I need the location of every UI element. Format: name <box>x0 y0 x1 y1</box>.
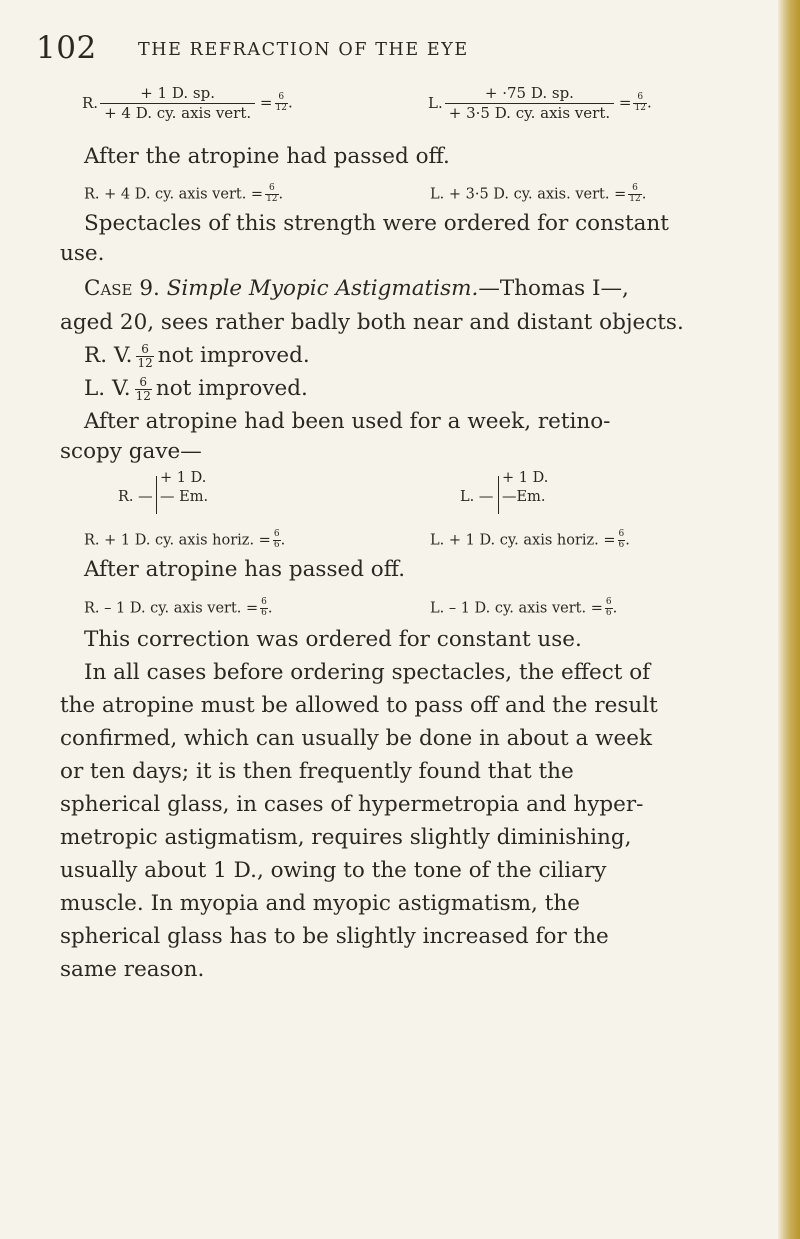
eye-label: L. <box>428 94 443 113</box>
case-number: Case 9. <box>84 276 160 301</box>
acuity-denominator: 6 <box>273 539 280 550</box>
acuity-numerator: 6 <box>136 343 153 357</box>
after-atropine-line-2: After atropine has passed off. <box>84 557 406 582</box>
correction-line: This correction was ordered for constant use. <box>84 627 582 652</box>
result-3-left <box>430 598 617 619</box>
period: . <box>625 532 630 549</box>
retino-divider <box>498 476 499 514</box>
acuity-fraction <box>628 184 641 205</box>
page-header <box>0 22 780 72</box>
retinoscopy-right <box>118 470 278 530</box>
closing-paragraph <box>60 660 782 990</box>
paragraph-line: metropic astigmatism, requires slightly diminishing, <box>60 825 632 850</box>
retino-bottom-value: —Em. <box>502 489 546 505</box>
acuity-numerator: 6 <box>273 529 280 539</box>
case-description: aged 20, sees rather badly both near and distant objects. <box>60 310 684 335</box>
paragraph-line: usually about 1 D., owing to the tone of the ciliary <box>60 858 607 883</box>
acuity-fraction <box>260 598 268 619</box>
cylinder-lens: + 3·5 D. cy. axis vert. <box>448 103 611 122</box>
period: . <box>267 600 273 617</box>
acuity-numerator: 6 <box>265 184 278 195</box>
case-heading-line <box>84 276 629 301</box>
vision-note: not improved. <box>155 376 308 402</box>
retinoscopy-left <box>460 470 620 530</box>
result-1-left <box>430 184 646 205</box>
acuity-denominator: 12 <box>275 102 287 113</box>
page-number: 102 <box>36 30 97 66</box>
equals-sign: = <box>259 93 273 112</box>
result-text: R. + 1 D. cy. axis horiz. = <box>84 532 271 549</box>
formula-right-eye <box>82 84 293 123</box>
acuity-numerator: 6 <box>135 376 152 390</box>
acuity-denominator: 6 <box>261 607 267 618</box>
result-2-left <box>430 530 630 551</box>
cylinder-lens: + 4 D. cy. axis vert. <box>104 103 252 122</box>
lens-stack <box>445 84 614 123</box>
paragraph-line: same reason. <box>60 957 205 982</box>
vision-left <box>84 376 308 402</box>
sphere-lens: + ·75 D. sp. <box>445 84 614 104</box>
case-title: Simple Myopic Astigmatism. <box>166 276 479 301</box>
period: . <box>612 600 618 617</box>
acuity-denominator: 12 <box>629 193 641 204</box>
acuity-denominator: 12 <box>266 193 278 204</box>
period: . <box>646 93 652 112</box>
retinoscopy-line-1: After atropine had been used for a week, retino- <box>84 409 611 434</box>
paragraph-line: spherical glass has to be slightly increased for the <box>60 924 609 949</box>
result-text: L. + 3·5 D. cy. axis. vert. = <box>430 186 627 203</box>
result-2-right <box>84 530 285 551</box>
sphere-lens: + 1 D. sp. <box>100 84 255 104</box>
retino-top-value: + 1 D. <box>502 470 549 486</box>
result-text: R. + 4 D. cy. axis vert. = <box>84 186 264 203</box>
acuity-numerator: 6 <box>275 93 288 104</box>
spectacles-line-2: use. <box>60 241 105 266</box>
formula-left-eye <box>428 84 652 123</box>
acuity-numerator: 6 <box>633 93 646 104</box>
vision-right <box>84 343 310 369</box>
acuity-fraction <box>135 376 152 402</box>
paragraph-line: confirmed, which can usually be done in about a week <box>60 726 653 751</box>
page-edge-binding <box>778 0 800 1239</box>
result-3-right <box>84 598 273 619</box>
after-atropine-line-1: After the atropine had passed off. <box>84 144 450 169</box>
vision-label: L. V. <box>84 376 131 402</box>
period: . <box>278 186 284 203</box>
period: . <box>641 186 647 203</box>
acuity-fraction <box>265 184 278 205</box>
acuity-denominator: 12 <box>634 102 646 113</box>
acuity-numerator: 6 <box>605 597 612 607</box>
acuity-denominator: 12 <box>135 388 151 403</box>
acuity-numerator: 6 <box>628 184 641 195</box>
running-head: THE REFRACTION OF THE EYE <box>138 40 469 60</box>
acuity-fraction <box>273 530 281 551</box>
retino-top-value: + 1 D. <box>160 470 207 486</box>
acuity-denominator: 12 <box>137 355 153 370</box>
result-text: L. – 1 D. cy. axis vert. = <box>430 600 603 617</box>
retino-eye-label: R. — <box>118 489 153 505</box>
spectacles-line-1: Spectacles of this strength were ordered for constant <box>84 211 669 236</box>
acuity-numerator: 6 <box>261 597 267 607</box>
vision-label: R. V. <box>84 343 133 369</box>
retino-eye-label: L. — <box>460 489 494 505</box>
paragraph-line: or ten days; it is then frequently found that the <box>60 759 574 784</box>
vision-note: not improved. <box>157 343 310 369</box>
eye-label: R. <box>82 94 99 113</box>
acuity-denominator: 6 <box>618 539 625 550</box>
case-patient: —Thomas I—, <box>478 276 629 301</box>
acuity-fraction <box>275 93 288 114</box>
acuity-numerator: 6 <box>618 529 625 539</box>
period: . <box>280 532 286 549</box>
acuity-fraction <box>633 93 646 114</box>
retino-bottom-value: — Em. <box>160 489 209 505</box>
paragraph-line: spherical glass, in cases of hypermetropia and hyper- <box>60 792 644 817</box>
acuity-fraction <box>136 343 153 369</box>
paragraph-line: In all cases before ordering spectacles, the effect of <box>84 660 651 685</box>
paragraph-line: muscle. In myopia and myopic astigmatism, the <box>60 891 580 916</box>
acuity-denominator: 6 <box>605 607 612 618</box>
equals-sign: = <box>618 93 632 112</box>
result-text: L. + 1 D. cy. axis horiz. = <box>430 532 616 549</box>
lens-stack <box>100 84 255 123</box>
result-text: R. – 1 D. cy. axis vert. = <box>84 600 259 617</box>
acuity-fraction <box>605 598 613 619</box>
retinoscopy-line-2: scopy gave— <box>60 439 202 464</box>
period: . <box>287 93 293 112</box>
result-1-right <box>84 184 283 205</box>
retino-divider <box>156 476 157 514</box>
paragraph-line: the atropine must be allowed to pass off and the result <box>60 693 658 718</box>
